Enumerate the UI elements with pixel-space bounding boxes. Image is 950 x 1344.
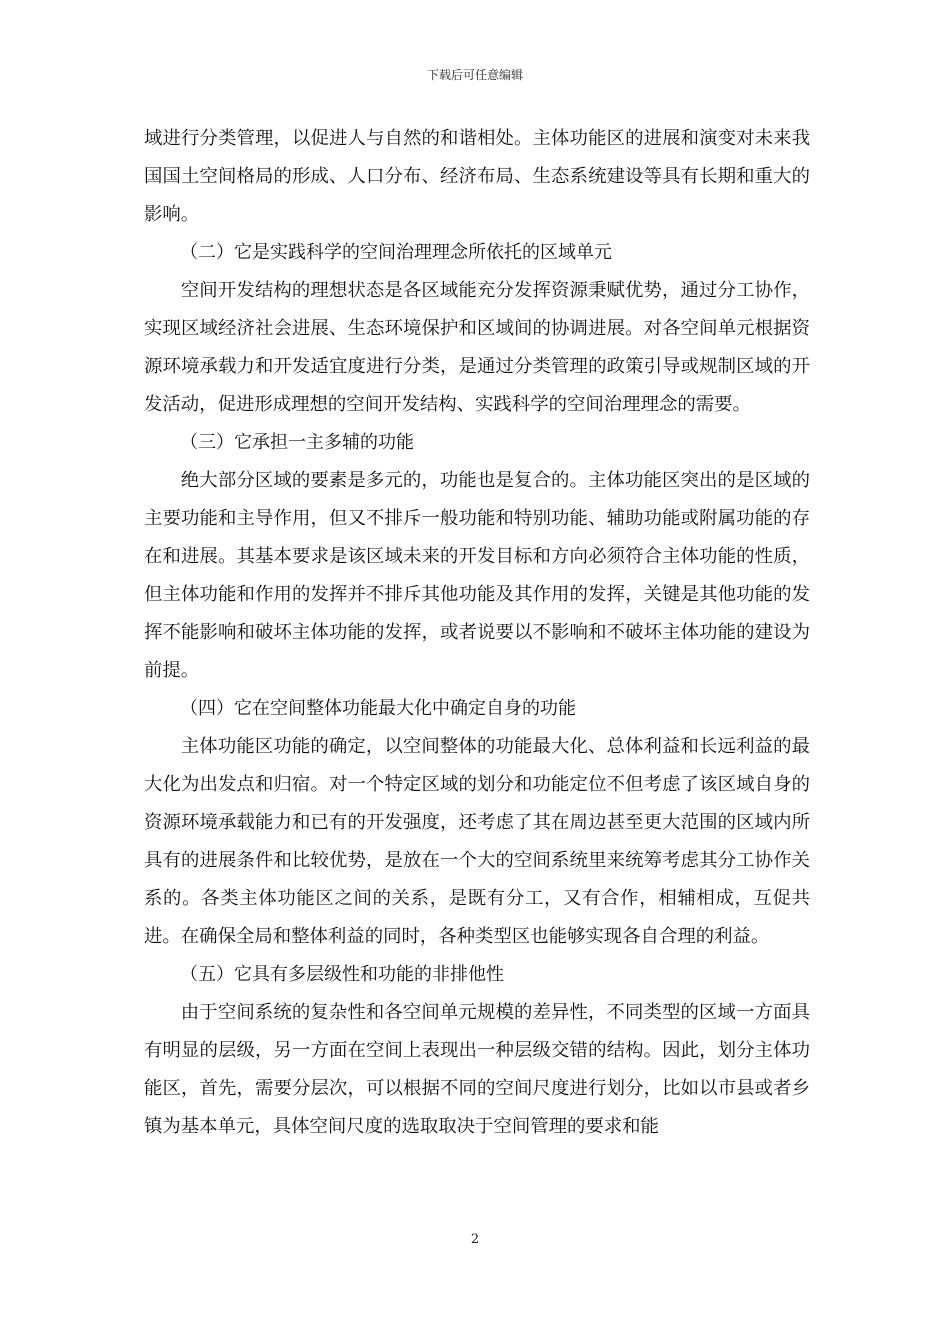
paragraph-body: 主体功能区功能的确定，以空间整体的功能最大化、总体利益和长远利益的最大化为出发点和归宿。对一个特定区域的划分和功能定位不但考虑了该区域自身的资源环境承载能力和已有的开发强度，还考虑了其在周边甚至更大范围的区域内所具有的进展条件和比较优势，是放在一个大的空间系统里来统筹考虑其分工协作关系的。各类主体功能区之间的关系，是既有分工，又有合作，相辅相成，互促共进。在确保全局和整体利益的同时，各种类型区也能够实现各自合理的利益。 [144,736,810,947]
paragraph-body: 空间开发结构的理想状态是各区域能充分发挥资源秉赋优势，通过分工协作，实现区域经济社会进展、生态环境保护和区域间的协调进展。对各空间单元根据资源环境承载力和开发适宜度进行分类，是通过分类管理的政策引导或规制区域的开发活动，促进形成理想的空间开发结构、实践科学的空间治理理念的需要。 [144,280,810,415]
paragraph-continued: 域进行分类管理，以促进人与自然的和谐相处。主体功能区的进展和演变对未来我国国土空间格局的形成、人口分布、经济布局、生态系统建设等具有长期和重大的影响。 [144,128,810,225]
section-heading-5: （五）它具有多层级性和功能的非排他性 [180,964,504,985]
paragraph-body: 绝大部分区域的要素是多元的，功能也是复合的。主体功能区突出的是区域的主要功能和主导作用，但又不排斥一般功能和特别功能、辅助功能或附属功能的存在和进展。其基本要求是该区域未来的开发目标和方向必须符合主体功能的性质，但主体功能和作用的发挥并不排斥其他功能及其作用的发挥，关键是其他功能的发挥不能影响和破坏主体功能的发挥，或者说要以不影响和不破坏主体功能的建设为前提。 [144,470,810,681]
paragraph-body: 由于空间系统的复杂性和各空间单元规模的差异性，不同类型的区域一方面具有明显的层级，另一方面在空间上表现出一种层级交错的结构。因此，划分主体功能区，首先，需要分层次，可以根据不同的空间尺度进行划分，比如以市县或者乡镇为基本单元，具体空间尺度的选取取决于空间管理的要求和能 [144,1002,810,1137]
section-heading-2: （二）它是实践科学的空间治理理念所依托的区域单元 [180,242,612,263]
page-number: 2 [470,1232,480,1247]
document-body [144,120,810,1146]
section-heading-3: （三）它承担一主多辅的功能 [180,432,414,453]
page-header-note: 下载后可任意编辑 [426,68,523,82]
section-heading-4: （四）它在空间整体功能最大化中确定自身的功能 [180,698,576,719]
